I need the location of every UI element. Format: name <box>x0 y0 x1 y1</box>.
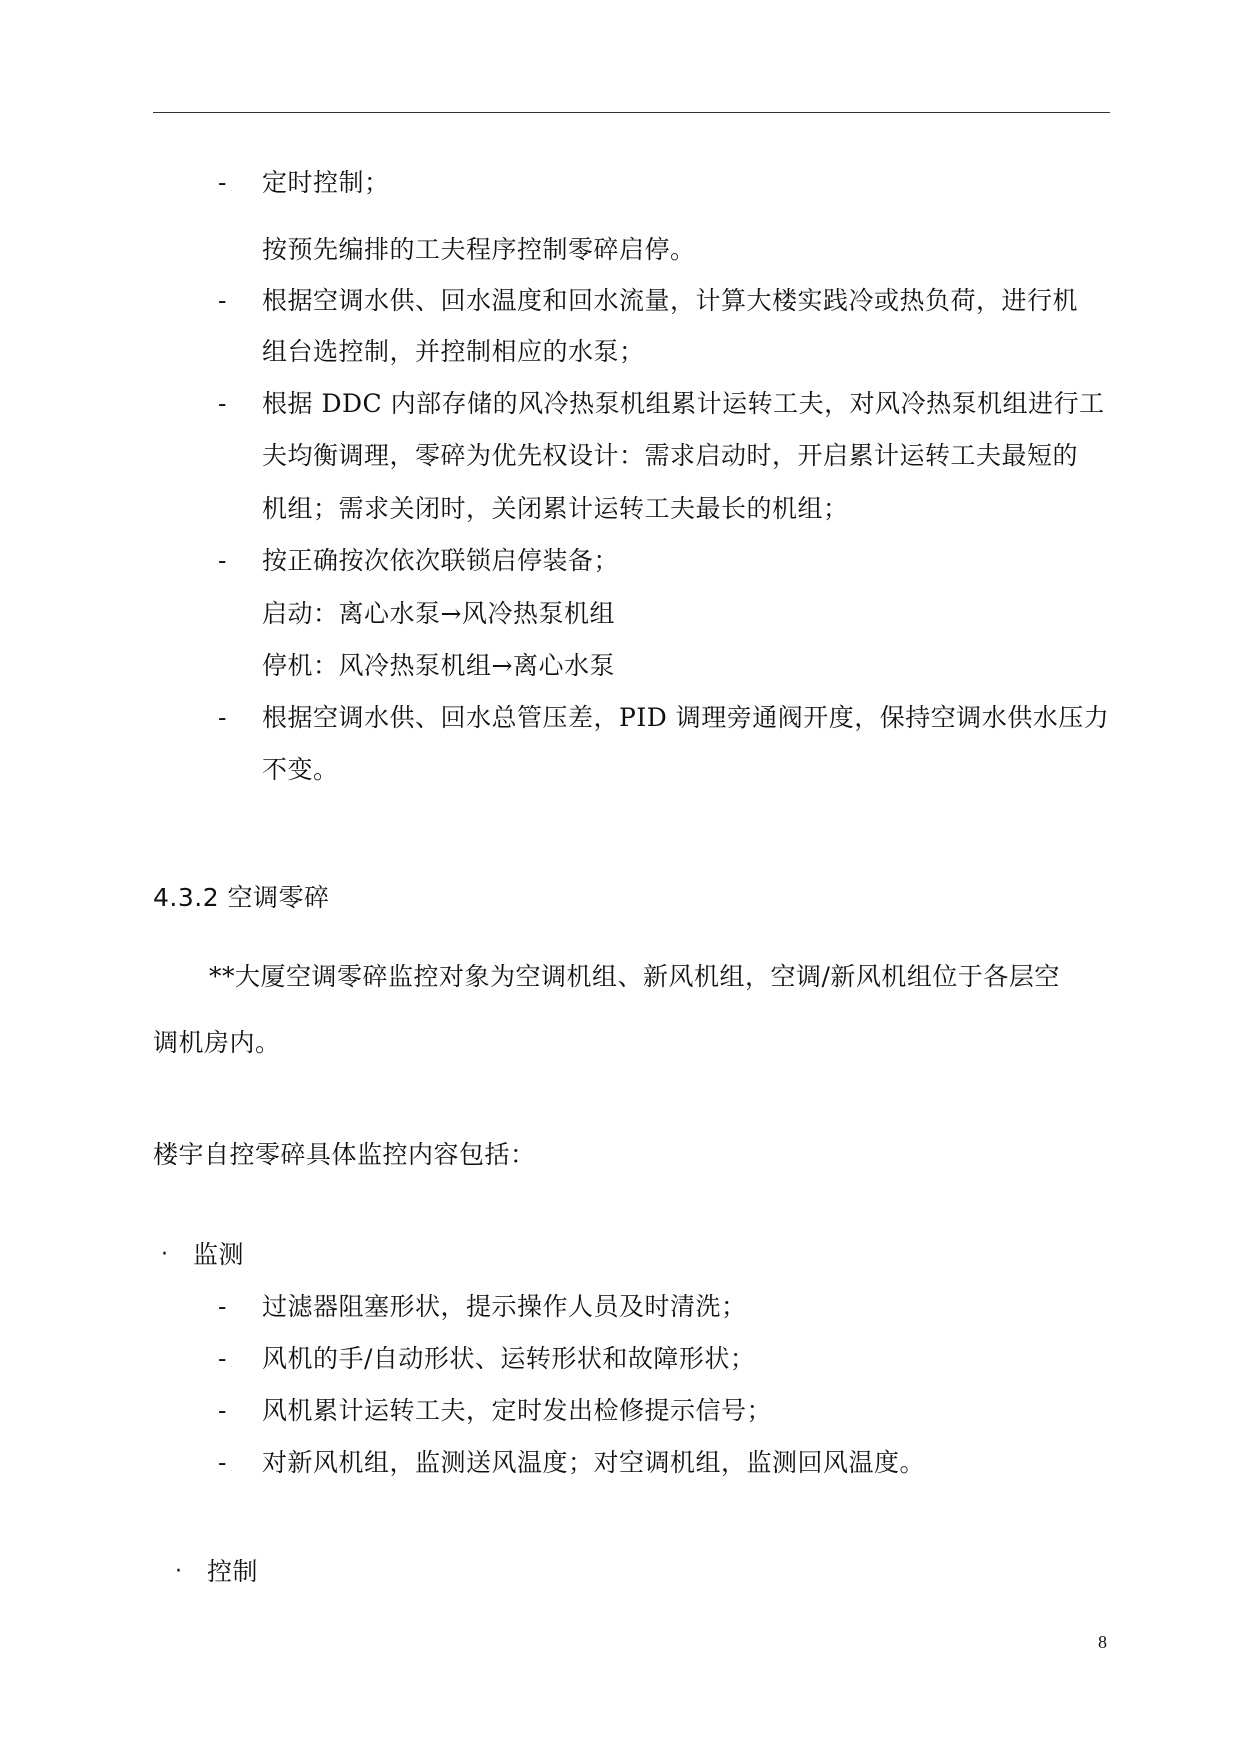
list-item-sub-text: 按预先编排的工夫程序控制零碎启停。 <box>262 235 696 264</box>
list-item-line: 夫均衡调理，零碎为优先权设计：需求启动时，开启累计运转工夫最短的 <box>262 441 1079 470</box>
list-dash: - <box>218 1292 227 1321</box>
bullet-dot: · <box>175 1559 182 1584</box>
list-item-line: 按正确按次依次联锁启停装备； <box>262 546 620 575</box>
list-item-sub-text: 启动：离心水泵→风冷热泵机组 <box>262 599 615 628</box>
list-item-timed-control: 定时控制； <box>262 168 390 197</box>
monitor-item: 对新风机组，监测送风温度；对空调机组，监测回风温度。 <box>262 1448 926 1477</box>
intro-text: 楼宇自控零碎具体监控内容包括： <box>153 1140 536 1169</box>
list-item-sub-text: 停机：风冷热泵机组→离心水泵 <box>262 651 615 680</box>
header-rule <box>153 112 1110 113</box>
list-item-line: 机组；需求关闭时，关闭累计运转工夫最长的机组； <box>262 494 849 523</box>
list-dash: - <box>218 546 227 575</box>
list-dash: - <box>218 1344 227 1373</box>
paragraph-line: 调机房内。 <box>153 1028 281 1057</box>
control-heading: 控制 <box>207 1557 259 1586</box>
list-item-line: 根据空调水供、回水总管压差，PID 调理旁通阀开度，保持空调水供水压力 <box>262 703 1110 732</box>
list-item-line: 根据 DDC 内部存储的风冷热泵机组累计运转工夫，对风冷热泵机组进行工 <box>262 389 1105 418</box>
list-dash: - <box>218 389 227 418</box>
section-heading: 4.3.2 空调零碎 <box>153 883 330 912</box>
list-dash: - <box>218 168 227 197</box>
monitor-item: 过滤器阻塞形状，提示操作人员及时清洗； <box>262 1292 747 1321</box>
paragraph-line: **大厦空调零碎监控对象为空调机组、新风机组，空调/新风机组位于各层空 <box>209 962 1060 991</box>
monitor-heading: 监测 <box>193 1240 245 1269</box>
list-item-line: 组台选控制，并控制相应的水泵； <box>262 337 645 366</box>
list-dash: - <box>218 703 227 732</box>
page-number: 8 <box>1098 1632 1107 1652</box>
monitor-item: 风机累计运转工夫，定时发出检修提示信号； <box>262 1396 773 1425</box>
list-dash: - <box>218 1448 227 1477</box>
list-dash: - <box>218 1396 227 1425</box>
bullet-dot: · <box>161 1242 168 1267</box>
monitor-item: 风机的手/自动形状、运转形状和故障形状； <box>262 1344 756 1373</box>
list-dash: - <box>218 286 227 315</box>
list-item-line: 根据空调水供、回水温度和回水流量，计算大楼实践冷或热负荷，进行机 <box>262 286 1079 315</box>
list-item-line: 不变。 <box>262 755 339 784</box>
